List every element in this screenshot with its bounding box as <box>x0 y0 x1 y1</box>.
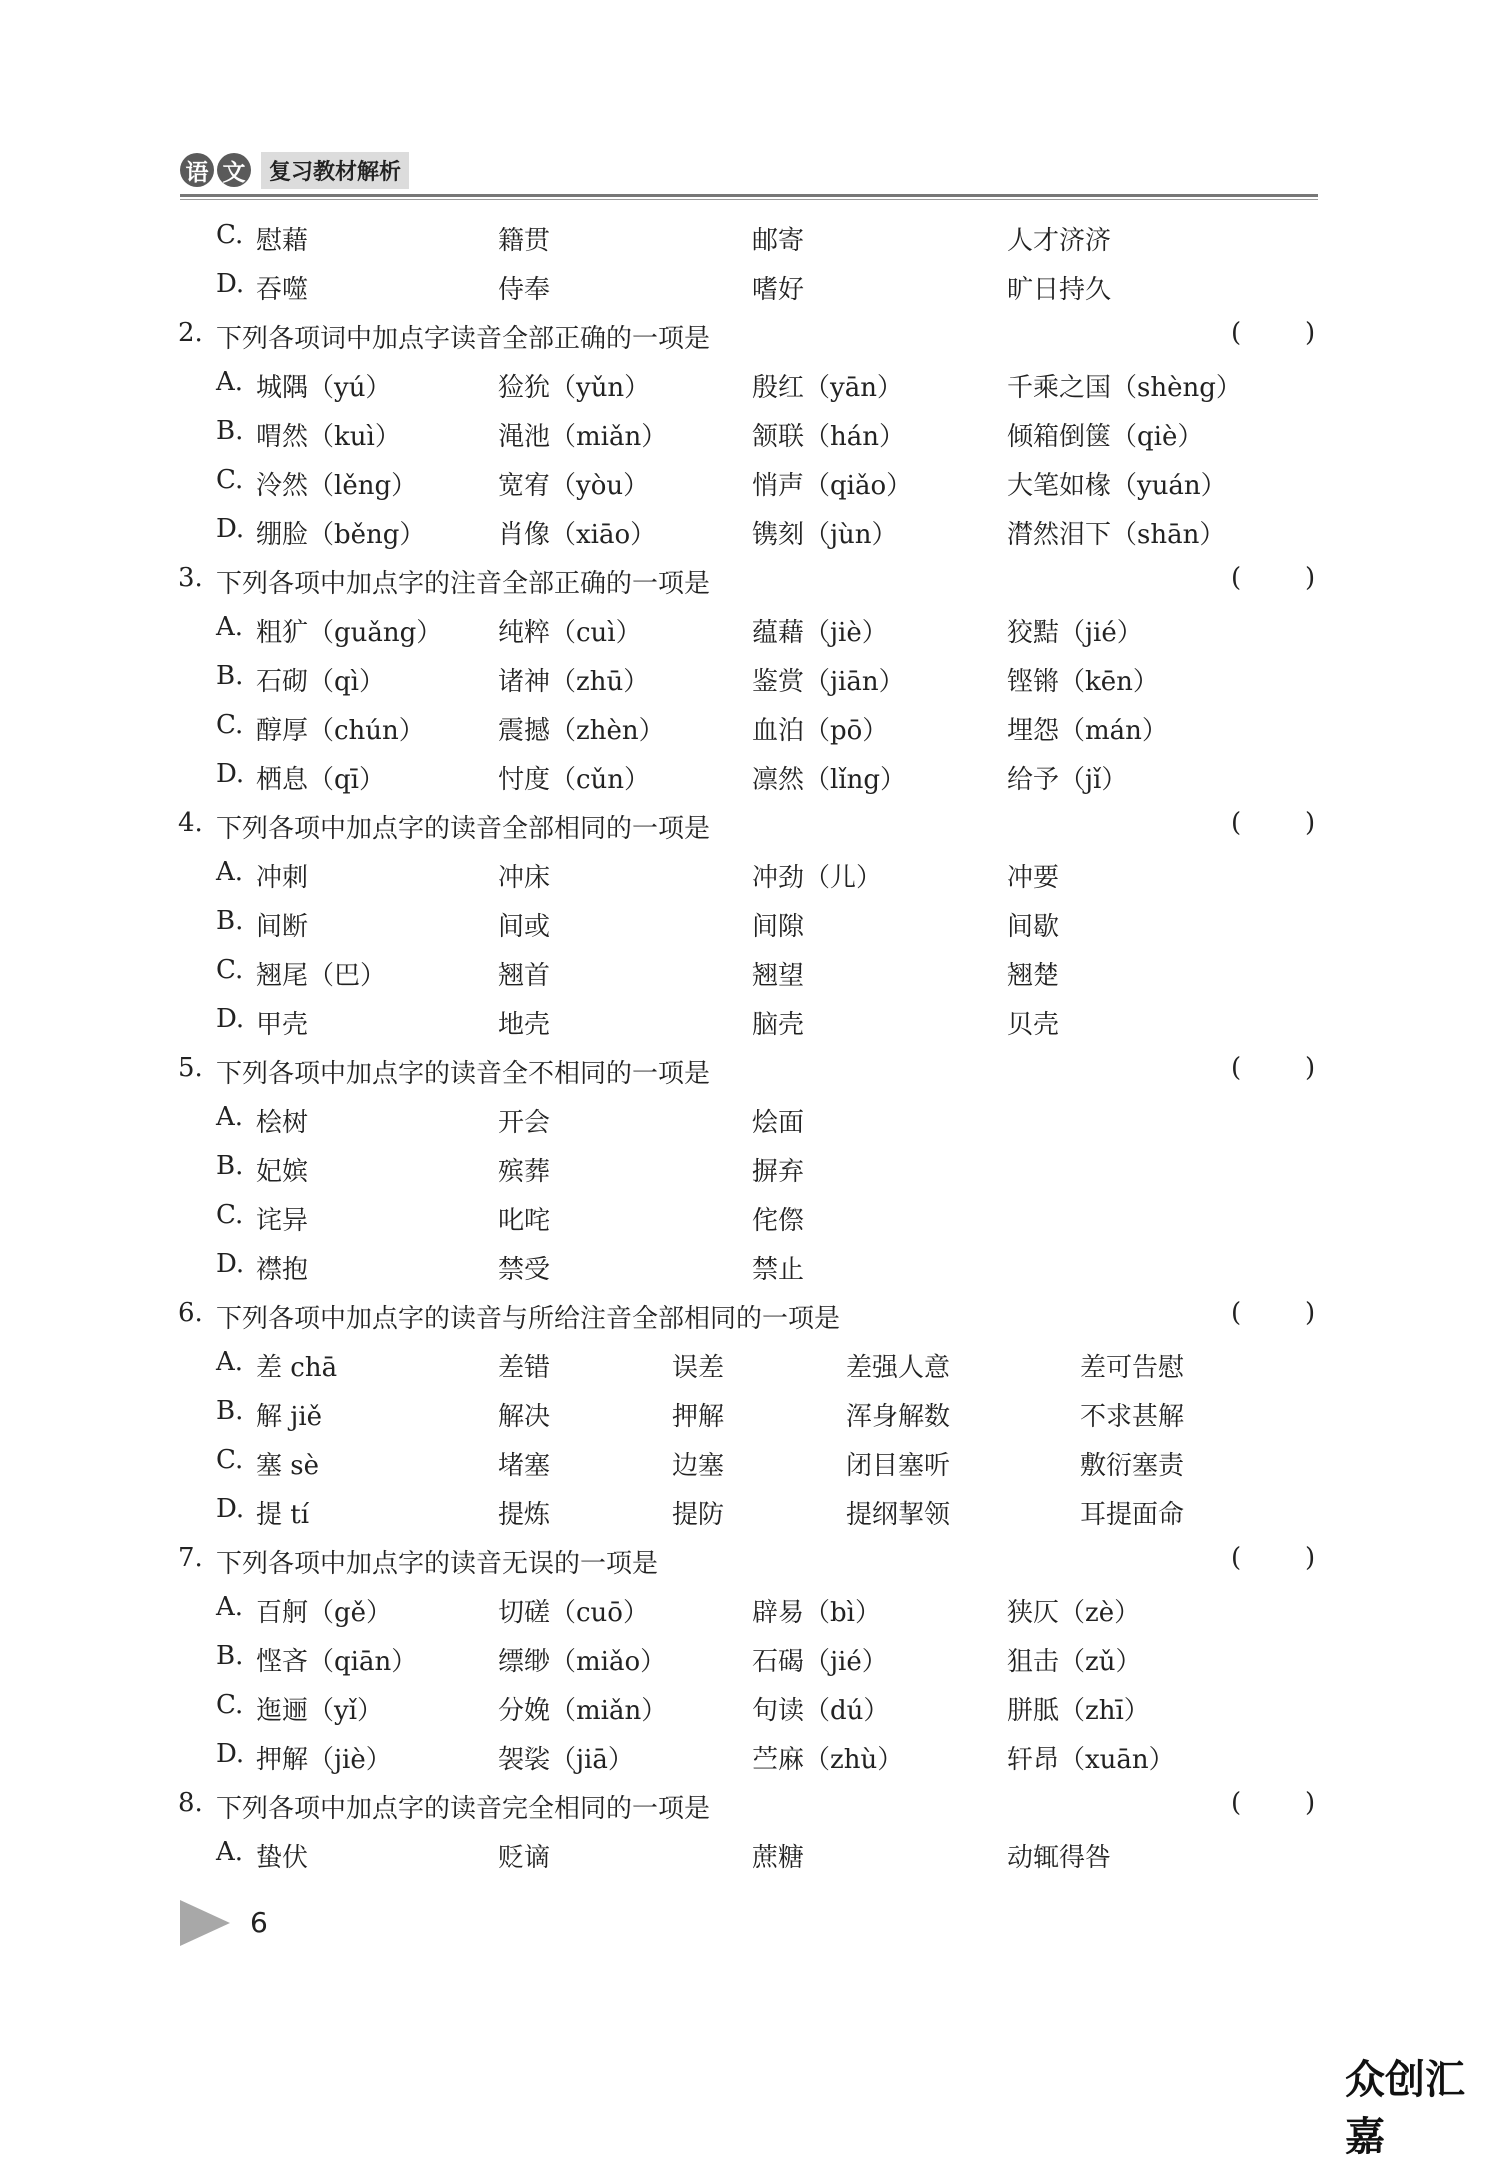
question-text: 下列各项中加点字的读音完全相同的一项是 <box>216 1794 711 1824</box>
option-item: 冲要 <box>1007 863 1060 893</box>
answer-paren-right: ) <box>1305 318 1316 348</box>
option-letter: C. <box>216 710 244 740</box>
option-item: 纯粹（cuì） <box>498 618 642 648</box>
option-item: 潸然泪下（shān） <box>1007 520 1226 550</box>
option-item: 襟抱 <box>256 1255 309 1285</box>
option-item: 嗜好 <box>752 275 805 305</box>
option-row <box>0 653 1504 702</box>
option-item: 提纲挈领 <box>846 1500 951 1530</box>
option-row <box>0 1192 1504 1241</box>
option-item: 敷衍塞责 <box>1080 1451 1185 1481</box>
option-item: 摒弃 <box>752 1157 805 1187</box>
question-row <box>0 800 1504 849</box>
option-item: 烩面 <box>752 1108 805 1138</box>
option-item: 分娩（miǎn） <box>498 1696 668 1726</box>
option-letter: C. <box>216 1445 244 1475</box>
option-row <box>0 1388 1504 1437</box>
option-letter: A. <box>216 1837 244 1867</box>
option-row <box>0 1241 1504 1290</box>
option-row <box>0 1143 1504 1192</box>
option-item: 人才济济 <box>1007 226 1112 256</box>
question-row <box>0 1045 1504 1094</box>
option-item: 籍贯 <box>498 226 551 256</box>
option-letter: A. <box>216 612 244 642</box>
option-item: 耳提面命 <box>1080 1500 1185 1530</box>
option-item: 旷日持久 <box>1007 275 1112 305</box>
option-row <box>0 1094 1504 1143</box>
question-text: 下列各项中加点字的读音与所给注音全部相同的一项是 <box>216 1304 841 1334</box>
option-letter: D. <box>216 1739 245 1769</box>
option-item: 翘楚 <box>1007 961 1060 991</box>
option-item: 翘首 <box>498 961 551 991</box>
answer-paren-right: ) <box>1305 1788 1316 1818</box>
option-row <box>0 261 1504 310</box>
option-item: 动辄得咎 <box>1007 1843 1112 1873</box>
option-item: 间或 <box>498 912 551 942</box>
answer-paren-left: ( <box>1231 808 1242 838</box>
question-text: 下列各项中加点字的读音无误的一项是 <box>216 1549 659 1579</box>
option-item: 袈裟（jiā） <box>498 1745 634 1775</box>
answer-paren-left: ( <box>1231 1053 1242 1083</box>
option-item: 间歇 <box>1007 912 1060 942</box>
option-row <box>0 1633 1504 1682</box>
option-item: 渑池（miǎn） <box>498 422 668 452</box>
option-item: 塞 sè <box>256 1451 319 1481</box>
option-item: 妃嫔 <box>256 1157 309 1187</box>
option-item: 胼胝（zhī） <box>1007 1696 1150 1726</box>
option-item: 倾箱倒箧（qiè） <box>1007 422 1204 452</box>
option-item: 地壳 <box>498 1010 551 1040</box>
option-item: 差可告慰 <box>1080 1353 1185 1383</box>
option-item: 冲劲（儿） <box>752 863 883 893</box>
option-item: 浑身解数 <box>846 1402 951 1432</box>
question-row <box>0 310 1504 359</box>
question-text: 下列各项中加点字的注音全部正确的一项是 <box>216 569 711 599</box>
option-item: 误差 <box>672 1353 725 1383</box>
option-item: 差错 <box>498 1353 551 1383</box>
option-row <box>0 996 1504 1045</box>
answer-paren-left: ( <box>1231 318 1242 348</box>
option-letter: D. <box>216 1494 245 1524</box>
option-letter: D. <box>216 269 245 299</box>
option-row <box>0 1682 1504 1731</box>
option-item: 押解（jiè） <box>256 1745 392 1775</box>
option-row <box>0 1339 1504 1388</box>
option-item: 绷脸（běng） <box>256 520 426 550</box>
subject-badge <box>180 153 251 187</box>
option-letter: B. <box>216 1641 244 1671</box>
option-item: 百舸（gě） <box>256 1598 393 1628</box>
option-item: 苎麻（zhù） <box>752 1745 904 1775</box>
option-row <box>0 604 1504 653</box>
option-item: 千乘之国（shèng） <box>1007 373 1242 403</box>
option-item: 侘傺 <box>752 1206 805 1236</box>
option-item: 提炼 <box>498 1500 551 1530</box>
option-row <box>0 751 1504 800</box>
option-letter: A. <box>216 1347 244 1377</box>
option-item: 不求甚解 <box>1080 1402 1185 1432</box>
option-item: 铿锵（kēn） <box>1007 667 1159 697</box>
option-item: 殷红（yān） <box>752 373 903 403</box>
option-item: 城隅（yú） <box>256 373 392 403</box>
question-number: 3. <box>178 563 203 593</box>
option-item: 差强人意 <box>846 1353 951 1383</box>
option-letter: B. <box>216 661 244 691</box>
option-letter: B. <box>216 416 244 446</box>
option-item: 轩昂（xuān） <box>1007 1745 1175 1775</box>
question-text: 下列各项中加点字的读音全不相同的一项是 <box>216 1059 711 1089</box>
option-item: 蛰伏 <box>256 1843 309 1873</box>
option-item: 间断 <box>256 912 309 942</box>
option-letter: A. <box>216 857 244 887</box>
option-item: 切磋（cuō） <box>498 1598 649 1628</box>
page-arrow-icon <box>180 1900 230 1946</box>
option-item: 忖度（cǔn） <box>498 765 651 795</box>
question-number: 8. <box>178 1788 203 1818</box>
option-item: 闭目塞听 <box>846 1451 951 1481</box>
option-item: 泠然（lěng） <box>256 471 418 501</box>
option-item: 翘望 <box>752 961 805 991</box>
question-row <box>0 1535 1504 1584</box>
option-item: 给予（jǐ） <box>1007 765 1128 795</box>
option-row <box>0 947 1504 996</box>
option-letter: D. <box>216 1004 245 1034</box>
question-number: 4. <box>178 808 203 838</box>
option-item: 鉴赏（jiān） <box>752 667 905 697</box>
option-letter: C. <box>216 1690 244 1720</box>
option-item: 蕴藉（jiè） <box>752 618 888 648</box>
option-item: 吞噬 <box>256 275 309 305</box>
option-row <box>0 1829 1504 1878</box>
answer-paren-right: ) <box>1305 1053 1316 1083</box>
answer-paren-left: ( <box>1231 1298 1242 1328</box>
question-text: 下列各项中加点字的读音全部相同的一项是 <box>216 814 711 844</box>
option-item: 悄声（qiǎo） <box>752 471 913 501</box>
option-item: 凛然（lǐng） <box>752 765 907 795</box>
header-rule-thin <box>180 199 1318 200</box>
option-item: 埋怨（mán） <box>1007 716 1168 746</box>
option-item: 边塞 <box>672 1451 725 1481</box>
option-item: 诸神（zhū） <box>498 667 650 697</box>
header-rule <box>180 194 1318 197</box>
option-row <box>0 849 1504 898</box>
option-item: 猃狁（yǔn） <box>498 373 651 403</box>
option-letter: C. <box>216 1200 244 1230</box>
option-item: 桧树 <box>256 1108 309 1138</box>
option-letter: D. <box>216 759 245 789</box>
option-item: 血泊（pō） <box>752 716 889 746</box>
watermark: 众创汇嘉 <box>1345 2057 1465 2160</box>
option-letter: A. <box>216 1592 244 1622</box>
option-item: 开会 <box>498 1108 551 1138</box>
option-item: 脑壳 <box>752 1010 805 1040</box>
question-number: 5. <box>178 1053 203 1083</box>
option-item: 侍奉 <box>498 275 551 305</box>
option-item: 翘尾（巴） <box>256 961 387 991</box>
option-item: 贝壳 <box>1007 1010 1060 1040</box>
option-item: 迤逦（yǐ） <box>256 1696 384 1726</box>
option-item: 诧异 <box>256 1206 309 1236</box>
option-item: 石砌（qì） <box>256 667 385 697</box>
answer-paren-right: ) <box>1305 1543 1316 1573</box>
option-letter: A. <box>216 367 244 397</box>
option-row <box>0 1731 1504 1780</box>
option-row <box>0 506 1504 555</box>
option-item: 慰藉 <box>256 226 309 256</box>
option-item: 禁受 <box>498 1255 551 1285</box>
subject-char: 文 <box>217 153 251 187</box>
option-item: 解 jiě <box>256 1402 323 1432</box>
option-item: 辟易（bì） <box>752 1598 881 1628</box>
option-item: 差 chā <box>256 1353 338 1383</box>
option-item: 押解 <box>672 1402 725 1432</box>
option-item: 肖像（xiāo） <box>498 520 657 550</box>
question-row <box>0 555 1504 604</box>
option-item: 宽宥（yòu） <box>498 471 650 501</box>
option-row <box>0 1584 1504 1633</box>
answer-paren-right: ) <box>1305 808 1316 838</box>
option-row <box>0 1437 1504 1486</box>
option-letter: B. <box>216 1151 244 1181</box>
option-letter: C. <box>216 465 244 495</box>
option-item: 狙击（zǔ） <box>1007 1647 1142 1677</box>
option-letter: B. <box>216 1396 244 1426</box>
option-item: 石碣（jié） <box>752 1647 888 1677</box>
option-row <box>0 212 1504 261</box>
option-row <box>0 408 1504 457</box>
question-number: 2. <box>178 318 203 348</box>
option-letter: C. <box>216 220 244 250</box>
option-item: 悭吝（qiān） <box>256 1647 418 1677</box>
option-item: 狭仄（zè） <box>1007 1598 1141 1628</box>
option-item: 禁止 <box>752 1255 805 1285</box>
option-item: 叱咤 <box>498 1206 551 1236</box>
option-item: 大笔如椽（yuán） <box>1007 471 1227 501</box>
option-item: 句读（dú） <box>752 1696 890 1726</box>
option-letter: D. <box>216 1249 245 1279</box>
option-item: 甲壳 <box>256 1010 309 1040</box>
option-row <box>0 898 1504 947</box>
option-letter: A. <box>216 1102 244 1132</box>
option-row <box>0 702 1504 751</box>
option-item: 狡黠（jié） <box>1007 618 1143 648</box>
option-row <box>0 359 1504 408</box>
question-number: 6. <box>178 1298 203 1328</box>
option-letter: B. <box>216 906 244 936</box>
page-number: 6 <box>250 1906 268 1939</box>
option-item: 震撼（zhèn） <box>498 716 665 746</box>
option-item: 粗犷（guǎng） <box>256 618 443 648</box>
option-item: 提防 <box>672 1500 725 1530</box>
option-item: 蔗糖 <box>752 1843 805 1873</box>
option-item: 缥缈（miǎo） <box>498 1647 667 1677</box>
question-row <box>0 1780 1504 1829</box>
answer-paren-right: ) <box>1305 1298 1316 1328</box>
option-item: 栖息（qī） <box>256 765 385 795</box>
option-item: 冲床 <box>498 863 551 893</box>
option-row <box>0 457 1504 506</box>
answer-paren-right: ) <box>1305 563 1316 593</box>
answer-paren-left: ( <box>1231 563 1242 593</box>
option-item: 间隙 <box>752 912 805 942</box>
option-item: 贬谪 <box>498 1843 551 1873</box>
option-item: 殡葬 <box>498 1157 551 1187</box>
option-item: 冲刺 <box>256 863 309 893</box>
option-item: 邮寄 <box>752 226 805 256</box>
option-item: 解决 <box>498 1402 551 1432</box>
question-text: 下列各项词中加点字读音全部正确的一项是 <box>216 324 711 354</box>
option-item: 提 tí <box>256 1500 310 1530</box>
option-row <box>0 1486 1504 1535</box>
option-item: 醇厚（chún） <box>256 716 425 746</box>
option-letter: C. <box>216 955 244 985</box>
question-row <box>0 1290 1504 1339</box>
option-item: 颔联（hán） <box>752 422 905 452</box>
option-item: 堵塞 <box>498 1451 551 1481</box>
answer-paren-left: ( <box>1231 1788 1242 1818</box>
option-item: 喟然（kuì） <box>256 422 401 452</box>
question-number: 7. <box>178 1543 203 1573</box>
subject-char: 语 <box>180 153 214 187</box>
answer-paren-left: ( <box>1231 1543 1242 1573</box>
question-list <box>0 212 1504 1878</box>
header-title: 复习教材解析 <box>261 152 409 189</box>
page-header <box>180 150 409 190</box>
option-item: 镌刻（jùn） <box>752 520 898 550</box>
option-letter: D. <box>216 514 245 544</box>
